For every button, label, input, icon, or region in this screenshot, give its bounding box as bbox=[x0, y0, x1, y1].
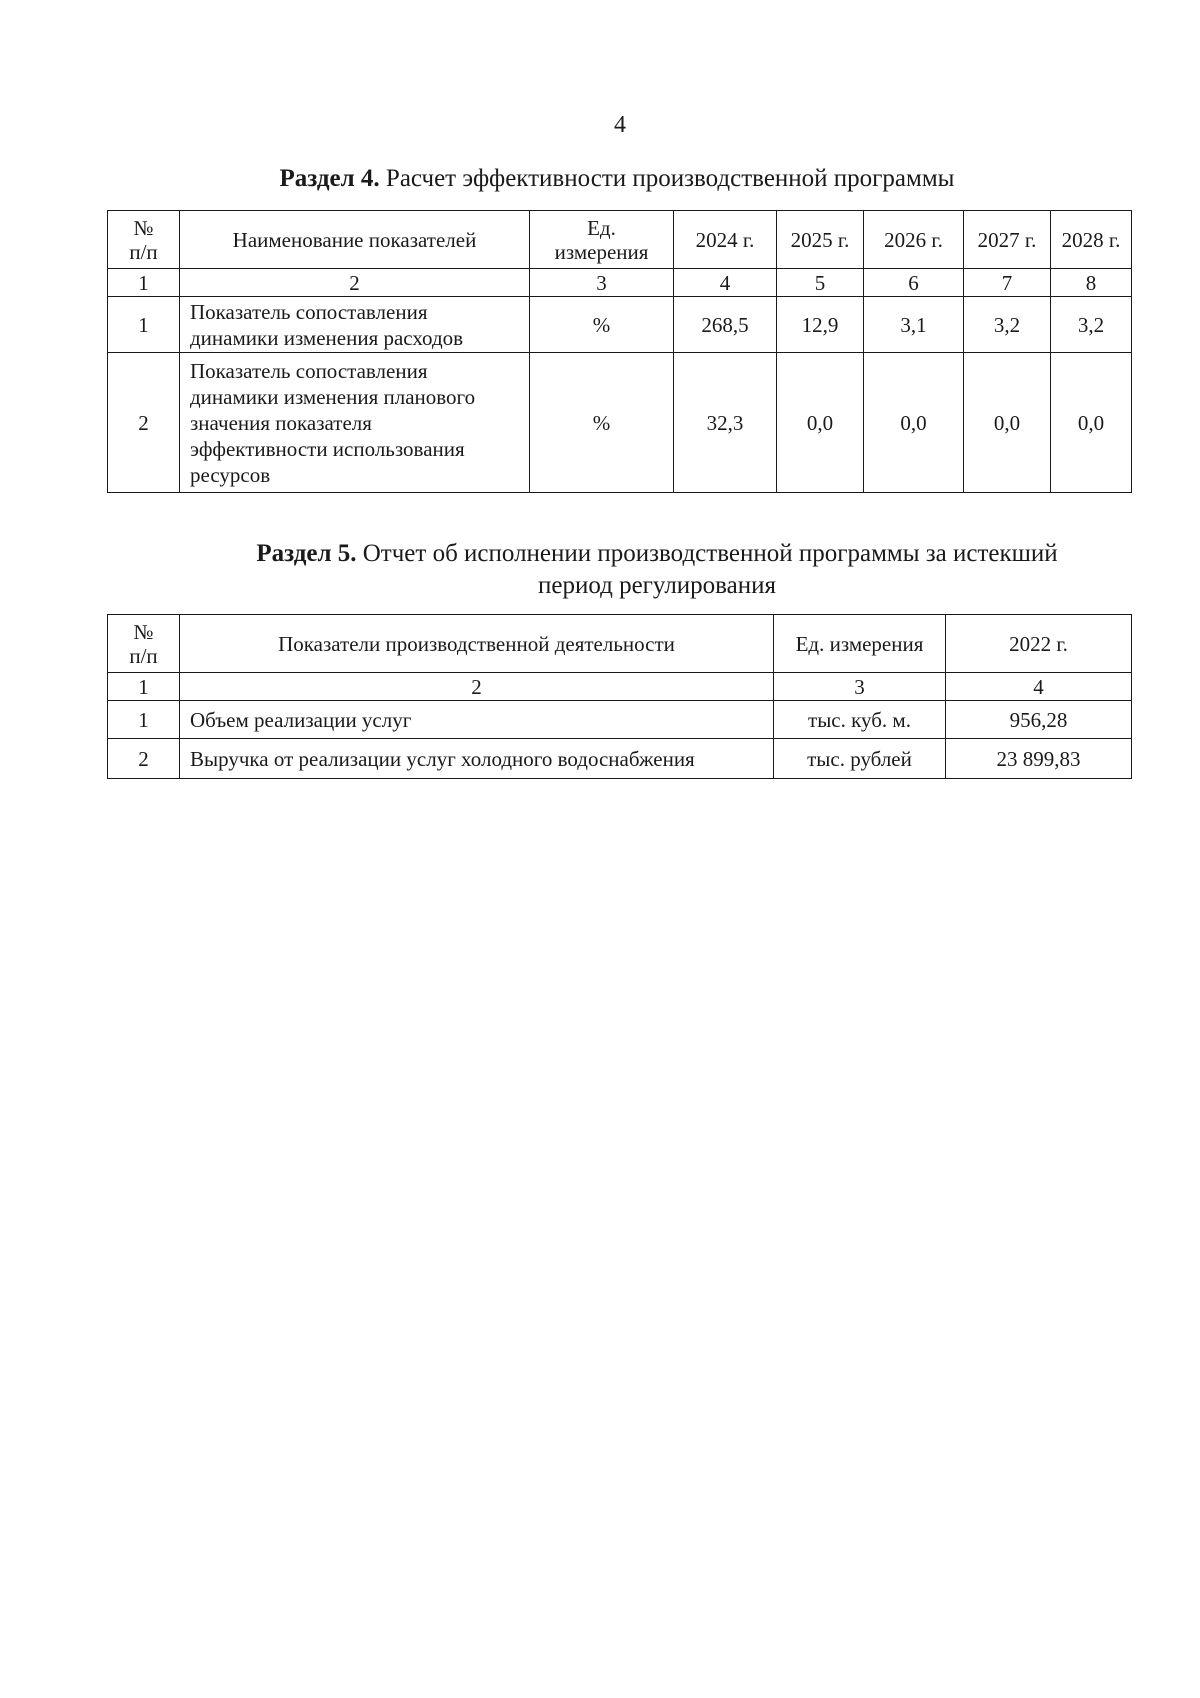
row-name: Показатель сопоставления динамики изменения планового значения показателя эффективности использования ресурсов bbox=[180, 353, 530, 493]
col-number: 6 bbox=[864, 269, 964, 297]
section-5-title bbox=[207, 538, 1107, 602]
row-unit: тыс. куб. м. bbox=[774, 701, 946, 739]
table-row bbox=[108, 297, 1132, 353]
header-2028: 2028 г. bbox=[1051, 211, 1132, 269]
row-value-2024: 268,5 bbox=[674, 297, 777, 353]
table-header-row bbox=[108, 615, 1132, 673]
col-number: 8 bbox=[1051, 269, 1132, 297]
row-value-2027: 3,2 bbox=[964, 297, 1051, 353]
header-num: № п/п bbox=[108, 211, 180, 269]
row-unit: % bbox=[530, 297, 674, 353]
section-5-title-line2: период регулирования bbox=[537, 572, 777, 599]
col-number: 7 bbox=[964, 269, 1051, 297]
page-number: 4 bbox=[614, 112, 626, 138]
table-row bbox=[108, 739, 1132, 779]
row-name: Объем реализации услуг bbox=[180, 701, 774, 739]
col-number: 2 bbox=[180, 673, 774, 701]
col-number: 3 bbox=[774, 673, 946, 701]
section-5-title-bold: Раздел 5. bbox=[256, 540, 357, 567]
header-name: Показатели производственной деятельности bbox=[180, 615, 774, 673]
row-value-2025: 0,0 bbox=[777, 353, 864, 493]
table-row bbox=[108, 353, 1132, 493]
header-2025: 2025 г. bbox=[777, 211, 864, 269]
table-header-row bbox=[108, 211, 1132, 269]
row-value-2025: 12,9 bbox=[777, 297, 864, 353]
column-number-row bbox=[108, 673, 1132, 701]
header-2026: 2026 г. bbox=[864, 211, 964, 269]
header-2024: 2024 г. bbox=[674, 211, 777, 269]
col-number: 2 bbox=[180, 269, 530, 297]
row-num: 2 bbox=[108, 739, 180, 779]
section-4-title-text: Расчет эффективности производственной программы bbox=[385, 165, 955, 192]
section-4-title-bold: Раздел 4. bbox=[279, 165, 380, 192]
row-value-2028: 0,0 bbox=[1051, 353, 1132, 493]
header-unit: Ед. измерения bbox=[774, 615, 946, 673]
row-value-2022: 23 899,83 bbox=[946, 739, 1132, 779]
report-table bbox=[107, 614, 1132, 779]
efficiency-table bbox=[107, 210, 1132, 493]
row-name: Выручка от реализации услуг холодного водоснабжения bbox=[180, 739, 774, 779]
table-row bbox=[108, 701, 1132, 739]
col-number: 1 bbox=[108, 269, 180, 297]
col-number: 3 bbox=[530, 269, 674, 297]
row-num: 2 bbox=[108, 353, 180, 493]
section-5-title-text: Отчет об исполнении производственной программы за истекший bbox=[362, 540, 1058, 567]
section-4-title bbox=[107, 163, 1127, 195]
row-value-2028: 3,2 bbox=[1051, 297, 1132, 353]
row-unit: тыс. рублей bbox=[774, 739, 946, 779]
column-number-row bbox=[108, 269, 1132, 297]
row-value-2027: 0,0 bbox=[964, 353, 1051, 493]
header-unit: Ед. измерения bbox=[530, 211, 674, 269]
row-value-2022: 956,28 bbox=[946, 701, 1132, 739]
row-unit: % bbox=[530, 353, 674, 493]
col-number: 4 bbox=[946, 673, 1132, 701]
header-name: Наименование показателей bbox=[180, 211, 530, 269]
row-name: Показатель сопоставления динамики изменения расходов bbox=[180, 297, 530, 353]
col-number: 4 bbox=[674, 269, 777, 297]
row-num: 1 bbox=[108, 297, 180, 353]
header-2022: 2022 г. bbox=[946, 615, 1132, 673]
header-num: № п/п bbox=[108, 615, 180, 673]
header-2027: 2027 г. bbox=[964, 211, 1051, 269]
row-value-2024: 32,3 bbox=[674, 353, 777, 493]
row-value-2026: 3,1 bbox=[864, 297, 964, 353]
row-value-2026: 0,0 bbox=[864, 353, 964, 493]
col-number: 5 bbox=[777, 269, 864, 297]
col-number: 1 bbox=[108, 673, 180, 701]
row-num: 1 bbox=[108, 701, 180, 739]
